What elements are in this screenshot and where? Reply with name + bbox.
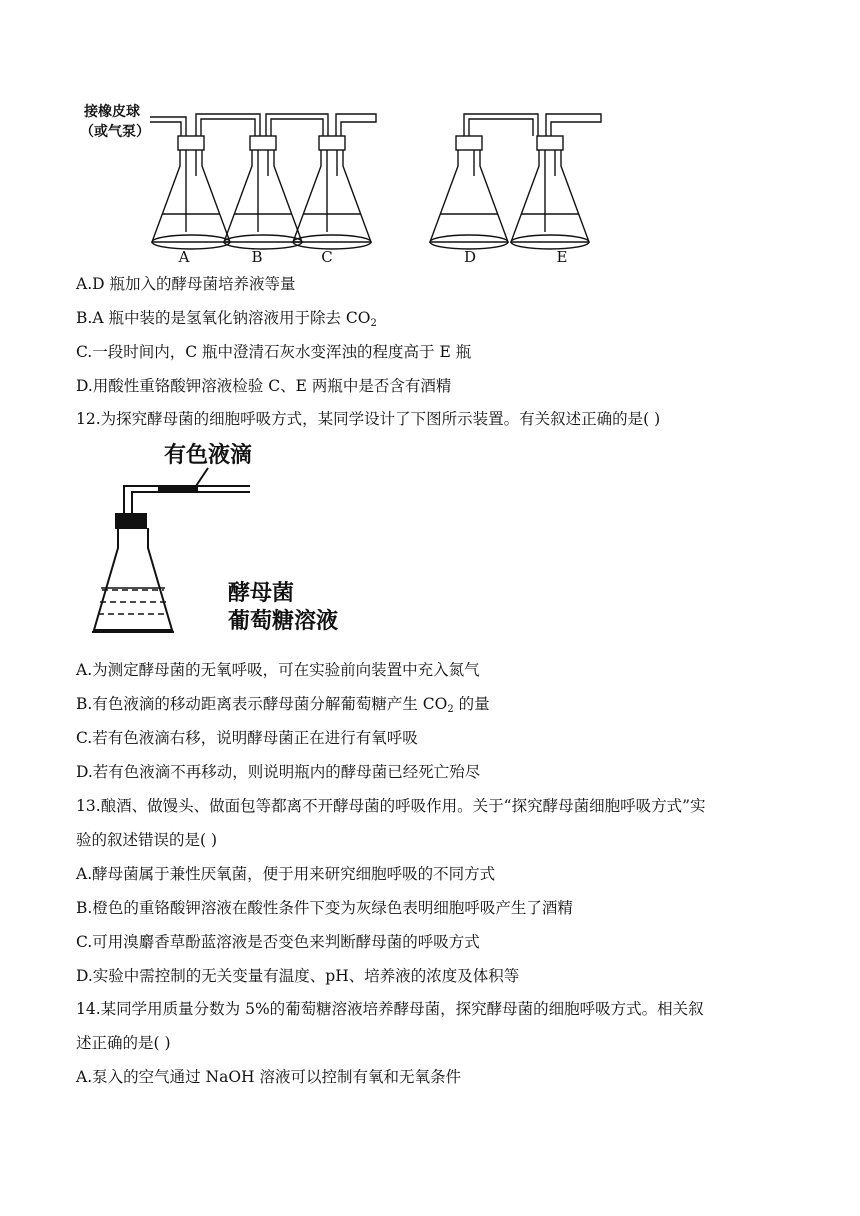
q13-option-c: C.可用溴麝香草酚蓝溶液是否变色来判断酵母菌的呼吸方式: [76, 933, 480, 951]
flask-label-e: E: [556, 248, 568, 266]
q13-stem-line2: 验的叙述错误的是( ): [76, 831, 218, 849]
flask-b: [224, 136, 302, 249]
q11-option-d: D.用酸性重铬酸钾溶液检验 C、E 两瓶中是否含有酒精: [76, 377, 452, 395]
q14-option-a: A.泵入的空气通过 NaOH 溶液可以控制有氧和无氧条件: [76, 1068, 462, 1086]
flask-c: [293, 136, 371, 249]
q13-stem-line1: 13.酿酒、做馒头、做面包等都离不开酵母菌的呼吸作用。关于“探究酵母菌细胞呼吸方式”实: [76, 797, 706, 815]
flask-label-a: A: [178, 248, 190, 266]
q14-stem-line2: 述正确的是( ): [76, 1034, 171, 1052]
pump-label-line1: 接橡皮球: [84, 104, 140, 120]
q11-option-b: B.A 瓶中装的是氢氧化钠溶液用于除去 $CO_2$: [76, 309, 377, 329]
droplet-label: 有色液滴: [164, 443, 253, 468]
yeast-label: 酵母菌: [228, 581, 295, 606]
figure-flask-apparatus: [80, 96, 640, 266]
colored-droplet: [158, 487, 198, 492]
q12-option-c: C.若有色液滴右移，说明酵母菌正在进行有氧呼吸: [76, 729, 418, 747]
flask-a: [152, 136, 230, 249]
q11-option-c: C.一段时间内，C 瓶中澄清石灰水变浑浊的程度高于 E 瓶: [76, 343, 472, 361]
q13-option-a: A.酵母菌属于兼性厌氧菌，便于用来研究细胞呼吸的不同方式: [76, 865, 496, 883]
flask-label-c: C: [321, 248, 333, 266]
q12-stem: 12.为探究酵母菌的细胞呼吸方式，某同学设计了下图所示装置。有关叙述正确的是( ): [76, 410, 661, 428]
q14-stem-line1: 14.某同学用质量分数为 5%的葡萄糖溶液培养酵母菌，探究酵母菌的细胞呼吸方式。相关叙: [76, 1000, 704, 1018]
flask-label-b: B: [251, 248, 263, 266]
q12-option-a: A.为测定酵母菌的无氧呼吸，可在实验前向装置中充入氮气: [76, 661, 480, 679]
q12-option-d: D.若有色液滴不再移动，则说明瓶内的酵母菌已经死亡殆尽: [76, 763, 481, 781]
flask-e: [511, 136, 589, 249]
pump-label-line2: （或气泵）: [80, 124, 150, 140]
q12-option-b: B.有色液滴的移动距离表示酵母菌分解葡萄糖产生 $CO_2$ 的量: [76, 695, 490, 715]
q13-option-b: B.橙色的重铬酸钾溶液在酸性条件下变为灰绿色表明细胞呼吸产生了酒精: [76, 899, 573, 917]
q11-option-a: A.D 瓶加入的酵母菌培养液等量: [76, 275, 296, 293]
solution-label: 葡萄糖溶液: [228, 609, 339, 634]
figure-droplet-apparatus: [88, 440, 388, 640]
flask-label-d: D: [463, 248, 477, 266]
q13-option-d: D.实验中需控制的无关变量有温度、pH、培养液的浓度及体积等: [76, 967, 520, 985]
flask-d: [430, 136, 508, 249]
